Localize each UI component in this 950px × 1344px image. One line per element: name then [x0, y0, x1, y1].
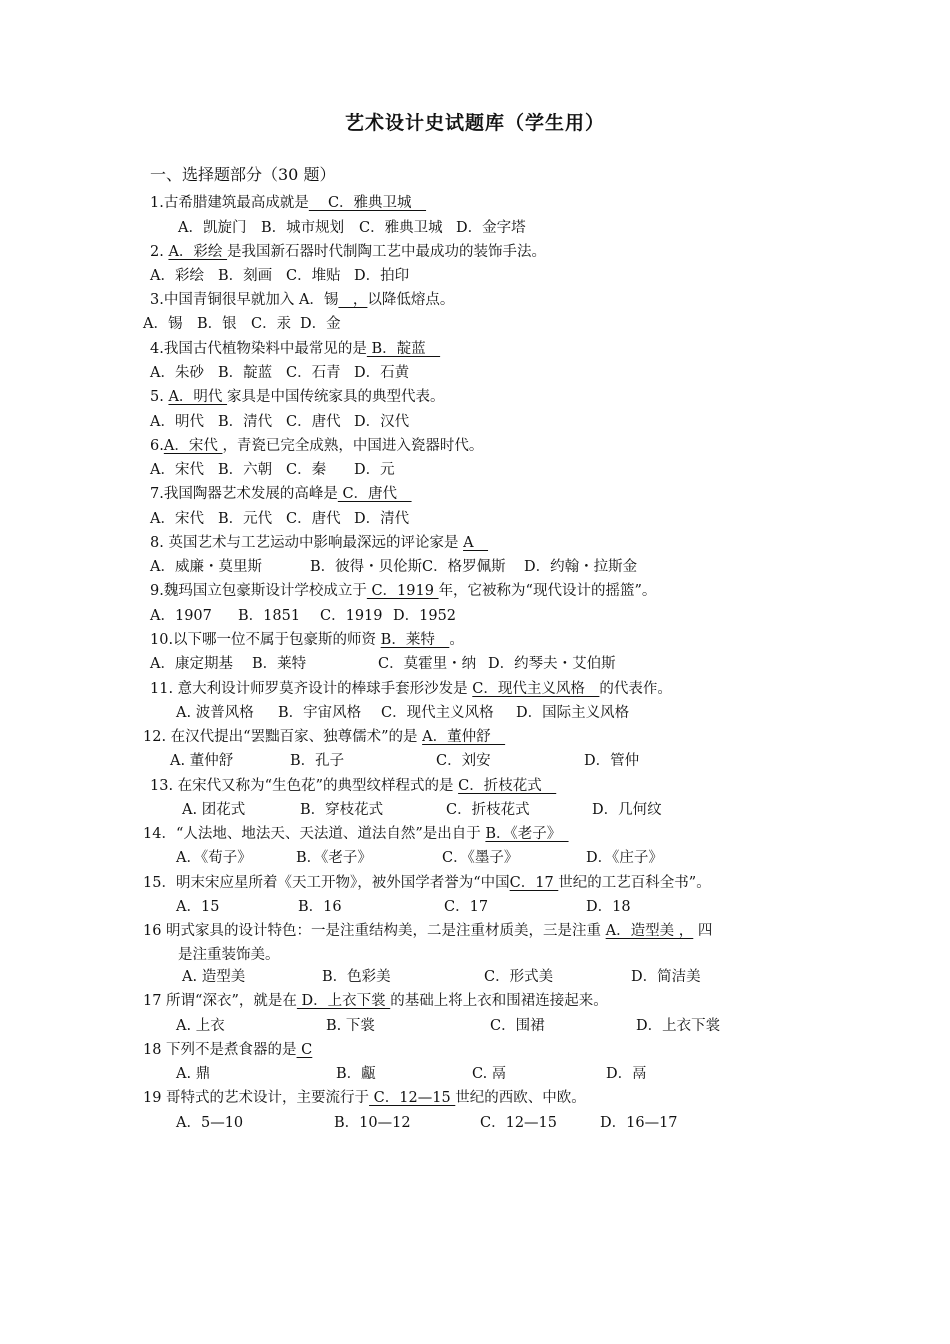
question-text: 7.我国陶器艺术发展的高峰是	[150, 486, 338, 502]
question-text: 18 下列不是煮食器的是	[143, 1042, 297, 1058]
option-d: D．金	[300, 316, 341, 332]
option-c: C．《墨子》	[442, 850, 519, 866]
option-b: B．色彩美	[322, 969, 391, 985]
option-b: B．甗	[336, 1066, 376, 1082]
document-title: 艺术设计史试题库（学生用）	[344, 112, 605, 134]
option-a: A. 造型美	[182, 969, 246, 985]
option-b: B．莱特	[252, 656, 307, 672]
question-text: 6.	[150, 438, 164, 454]
option-d: D．约翰・拉斯金	[524, 559, 638, 575]
question-text: 14．“人法地、地法天、天法道、道法自然”是出自于	[143, 826, 486, 842]
question-stem	[143, 1040, 312, 1060]
option-a: A．5—10	[176, 1115, 244, 1131]
question-text-after: 。	[449, 632, 464, 648]
question-text: 13. 在宋代又称为“生色花”的典型纹样程式的是	[150, 778, 459, 794]
answer-blank: C．雅典卫城	[308, 195, 427, 211]
question-stem	[150, 581, 656, 601]
option-a: A．明代	[150, 414, 204, 430]
answer-blank: B．莱特	[380, 632, 450, 648]
question-text-after: 世纪的西欧、中欧。	[455, 1090, 586, 1106]
question-stem	[150, 242, 546, 262]
question-text: 16 明式家具的设计特色：一是注重结构美，二是注重材质美，三是注重	[143, 923, 606, 939]
answer-blank: A．明代	[168, 389, 228, 405]
option-c: C．17	[444, 899, 489, 915]
answer-blank: C	[296, 1042, 313, 1058]
option-c: C．石青	[286, 365, 341, 381]
option-a: A．1907	[150, 608, 212, 624]
option-b: B. 下裳	[326, 1018, 375, 1034]
question-text: 4.我国古代植物染料中最常见的是	[150, 341, 367, 357]
option-d: D．元	[354, 462, 395, 478]
option-d: D．管仲	[584, 753, 640, 769]
question-stem	[143, 824, 569, 844]
question-stem	[150, 776, 556, 796]
option-b: B．靛蓝	[218, 365, 273, 381]
option-d: D．清代	[354, 511, 410, 527]
option-a: A．彩绘	[150, 268, 204, 284]
option-a: A．《荀子》	[176, 850, 252, 866]
option-d: D．鬲	[606, 1066, 647, 1082]
option-b: B．城市规划	[261, 220, 345, 236]
question-text: 9.魏玛国立包豪斯设计学校成立于	[150, 583, 367, 599]
answer-blank: C．折枝花式	[458, 778, 557, 794]
question-stem	[143, 921, 712, 941]
question-stem	[143, 873, 711, 893]
answer-blank: C．17	[509, 875, 559, 891]
question-text: 12. 在汉代提出“罢黜百家、独尊儒术”的是	[143, 729, 423, 745]
answer-blank: B．靛蓝	[366, 341, 441, 357]
question-text-after: 年，它被称为“现代设计的摇篮”。	[438, 583, 657, 599]
option-b: B．元代	[218, 511, 273, 527]
question-text: 11. 意大利设计师罗莫齐设计的棒球手套形沙发是	[150, 681, 473, 697]
answer-blank: C．现代主义风格	[472, 681, 600, 697]
option-c: C. 鬲	[472, 1066, 507, 1082]
option-b: B．穿枝花式	[300, 802, 384, 818]
option-a: A．15	[176, 899, 220, 915]
option-c: C．莫霍里・纳	[378, 656, 477, 672]
question-text: 17 所谓“深衣”，就是在	[143, 993, 297, 1009]
option-a: A. 董仲舒	[170, 753, 234, 769]
option-a: A．宋代	[150, 462, 204, 478]
answer-blank: C．12—15	[369, 1090, 456, 1106]
answer-blank: A．造型美 ，	[605, 923, 694, 939]
section-heading: 一、选择题部分（30 题）	[150, 165, 336, 184]
answer-blank: B．《老子》	[485, 826, 569, 842]
option-c: C．雅典卫城	[359, 220, 443, 236]
option-c: C．堆贴	[286, 268, 341, 284]
question-text-after: 是我国新石器时代制陶工艺中最成功的装饰手法。	[227, 244, 547, 260]
question-stem	[143, 727, 505, 747]
option-d: D．拍印	[354, 268, 410, 284]
option-d: D．18	[586, 899, 631, 915]
answer-blank: C．唐代	[337, 486, 412, 502]
option-a: A. 波普风格	[176, 705, 254, 721]
option-b: B．孔子	[290, 753, 345, 769]
option-d: D．16—17	[600, 1115, 678, 1131]
question-stem	[150, 290, 454, 310]
option-d: D．《庄子》	[586, 850, 663, 866]
option-d: D．金字塔	[456, 220, 526, 236]
answer-blank: ，	[338, 292, 368, 308]
option-d: D．1952	[393, 608, 457, 624]
option-b: B．银	[197, 316, 237, 332]
option-b: B．清代	[218, 414, 273, 430]
answer-blank: D．上衣下裳	[296, 993, 391, 1009]
answer-blank: A．彩绘	[168, 244, 228, 260]
option-c: C．现代主义风格	[381, 705, 494, 721]
option-b: B．《老子》	[296, 850, 372, 866]
question-stem	[150, 387, 445, 407]
question-text: 10.以下哪一位不属于包豪斯的师资	[150, 632, 381, 648]
question-text-after: 的代表作。	[599, 681, 672, 697]
option-d: D．上衣下裳	[636, 1018, 721, 1034]
question-text-after: 世纪的工艺百科全书”。	[558, 875, 711, 891]
option-b: B．10—12	[334, 1115, 411, 1131]
option-c: C．秦	[286, 462, 327, 478]
option-b: B．彼得・贝伦斯	[310, 559, 423, 575]
question-stem	[150, 484, 412, 504]
question-text-after: 的基础上将上衣和围裙连接起来。	[390, 993, 608, 1009]
answer-blank: C．1919	[366, 583, 439, 599]
question-stem	[150, 630, 464, 650]
question-text: 2.	[150, 244, 169, 260]
question-text: 3.中国青铜很早就加入 A．锡	[150, 292, 339, 308]
question-stem	[150, 193, 426, 213]
option-d: D．简洁美	[631, 969, 701, 985]
option-c: C．唐代	[286, 511, 341, 527]
option-a: A．凯旋门	[178, 220, 247, 236]
question-text-after: 四	[693, 923, 713, 939]
question-text-continued: 是注重装饰美。	[178, 947, 280, 963]
answer-blank: A．董仲舒	[422, 729, 506, 745]
option-a: A．威廉・莫里斯	[150, 559, 262, 575]
question-text: 8. 英国艺术与工艺运动中影响最深远的评论家是	[150, 535, 464, 551]
option-d: D．汉代	[354, 414, 410, 430]
question-text-after: ，青瓷已完全成熟，中国进入瓷器时代。	[222, 438, 484, 454]
option-a: A．锡	[143, 316, 183, 332]
question-text-after: 家具是中国传统家具的典型代表。	[227, 389, 445, 405]
question-stem	[150, 679, 672, 699]
option-a: A. 上衣	[176, 1018, 225, 1034]
option-d: D．几何纹	[592, 802, 662, 818]
option-c: C．形式美	[484, 969, 554, 985]
option-a: A. 团花式	[182, 802, 246, 818]
question-text: 1.古希腊建筑最高成就是	[150, 195, 309, 211]
question-text: 5.	[150, 389, 169, 405]
option-d: D．约琴夫・艾伯斯	[488, 656, 616, 672]
option-c: C．围裙	[490, 1018, 545, 1034]
option-b: B．宇宙风格	[278, 705, 362, 721]
option-c: C．格罗佩斯	[422, 559, 506, 575]
option-b: B．六朝	[218, 462, 273, 478]
question-stem	[150, 533, 488, 553]
option-c: C．刘安	[436, 753, 491, 769]
question-text: 15．明末宋应星所着《天工开物》，被外国学者誉为“中国	[143, 875, 510, 891]
option-a: A．朱砂	[150, 365, 204, 381]
option-d: D．石黄	[354, 365, 410, 381]
option-c: C．折枝花式	[446, 802, 530, 818]
option-c: C．汞	[251, 316, 292, 332]
option-c: C．1919	[320, 608, 383, 624]
question-stem	[143, 1088, 586, 1108]
option-a: A．宋代	[150, 511, 204, 527]
option-a: A. 鼎	[176, 1066, 211, 1082]
question-stem	[150, 339, 440, 359]
option-a: A．康定期基	[150, 656, 233, 672]
option-d: D．国际主义风格	[516, 705, 630, 721]
option-c: C．12—15	[480, 1115, 557, 1131]
question-stem	[150, 436, 483, 456]
option-c: C．唐代	[286, 414, 341, 430]
option-b: B．1851	[238, 608, 301, 624]
option-b: B．16	[298, 899, 342, 915]
answer-blank: A．宋代	[163, 438, 223, 454]
question-stem	[143, 991, 608, 1011]
question-text: 19 哥特式的艺术设计，主要流行于	[143, 1090, 370, 1106]
option-b: B．刻画	[218, 268, 273, 284]
answer-blank: A	[463, 535, 489, 551]
question-text-after: 以降低熔点。	[367, 292, 455, 308]
